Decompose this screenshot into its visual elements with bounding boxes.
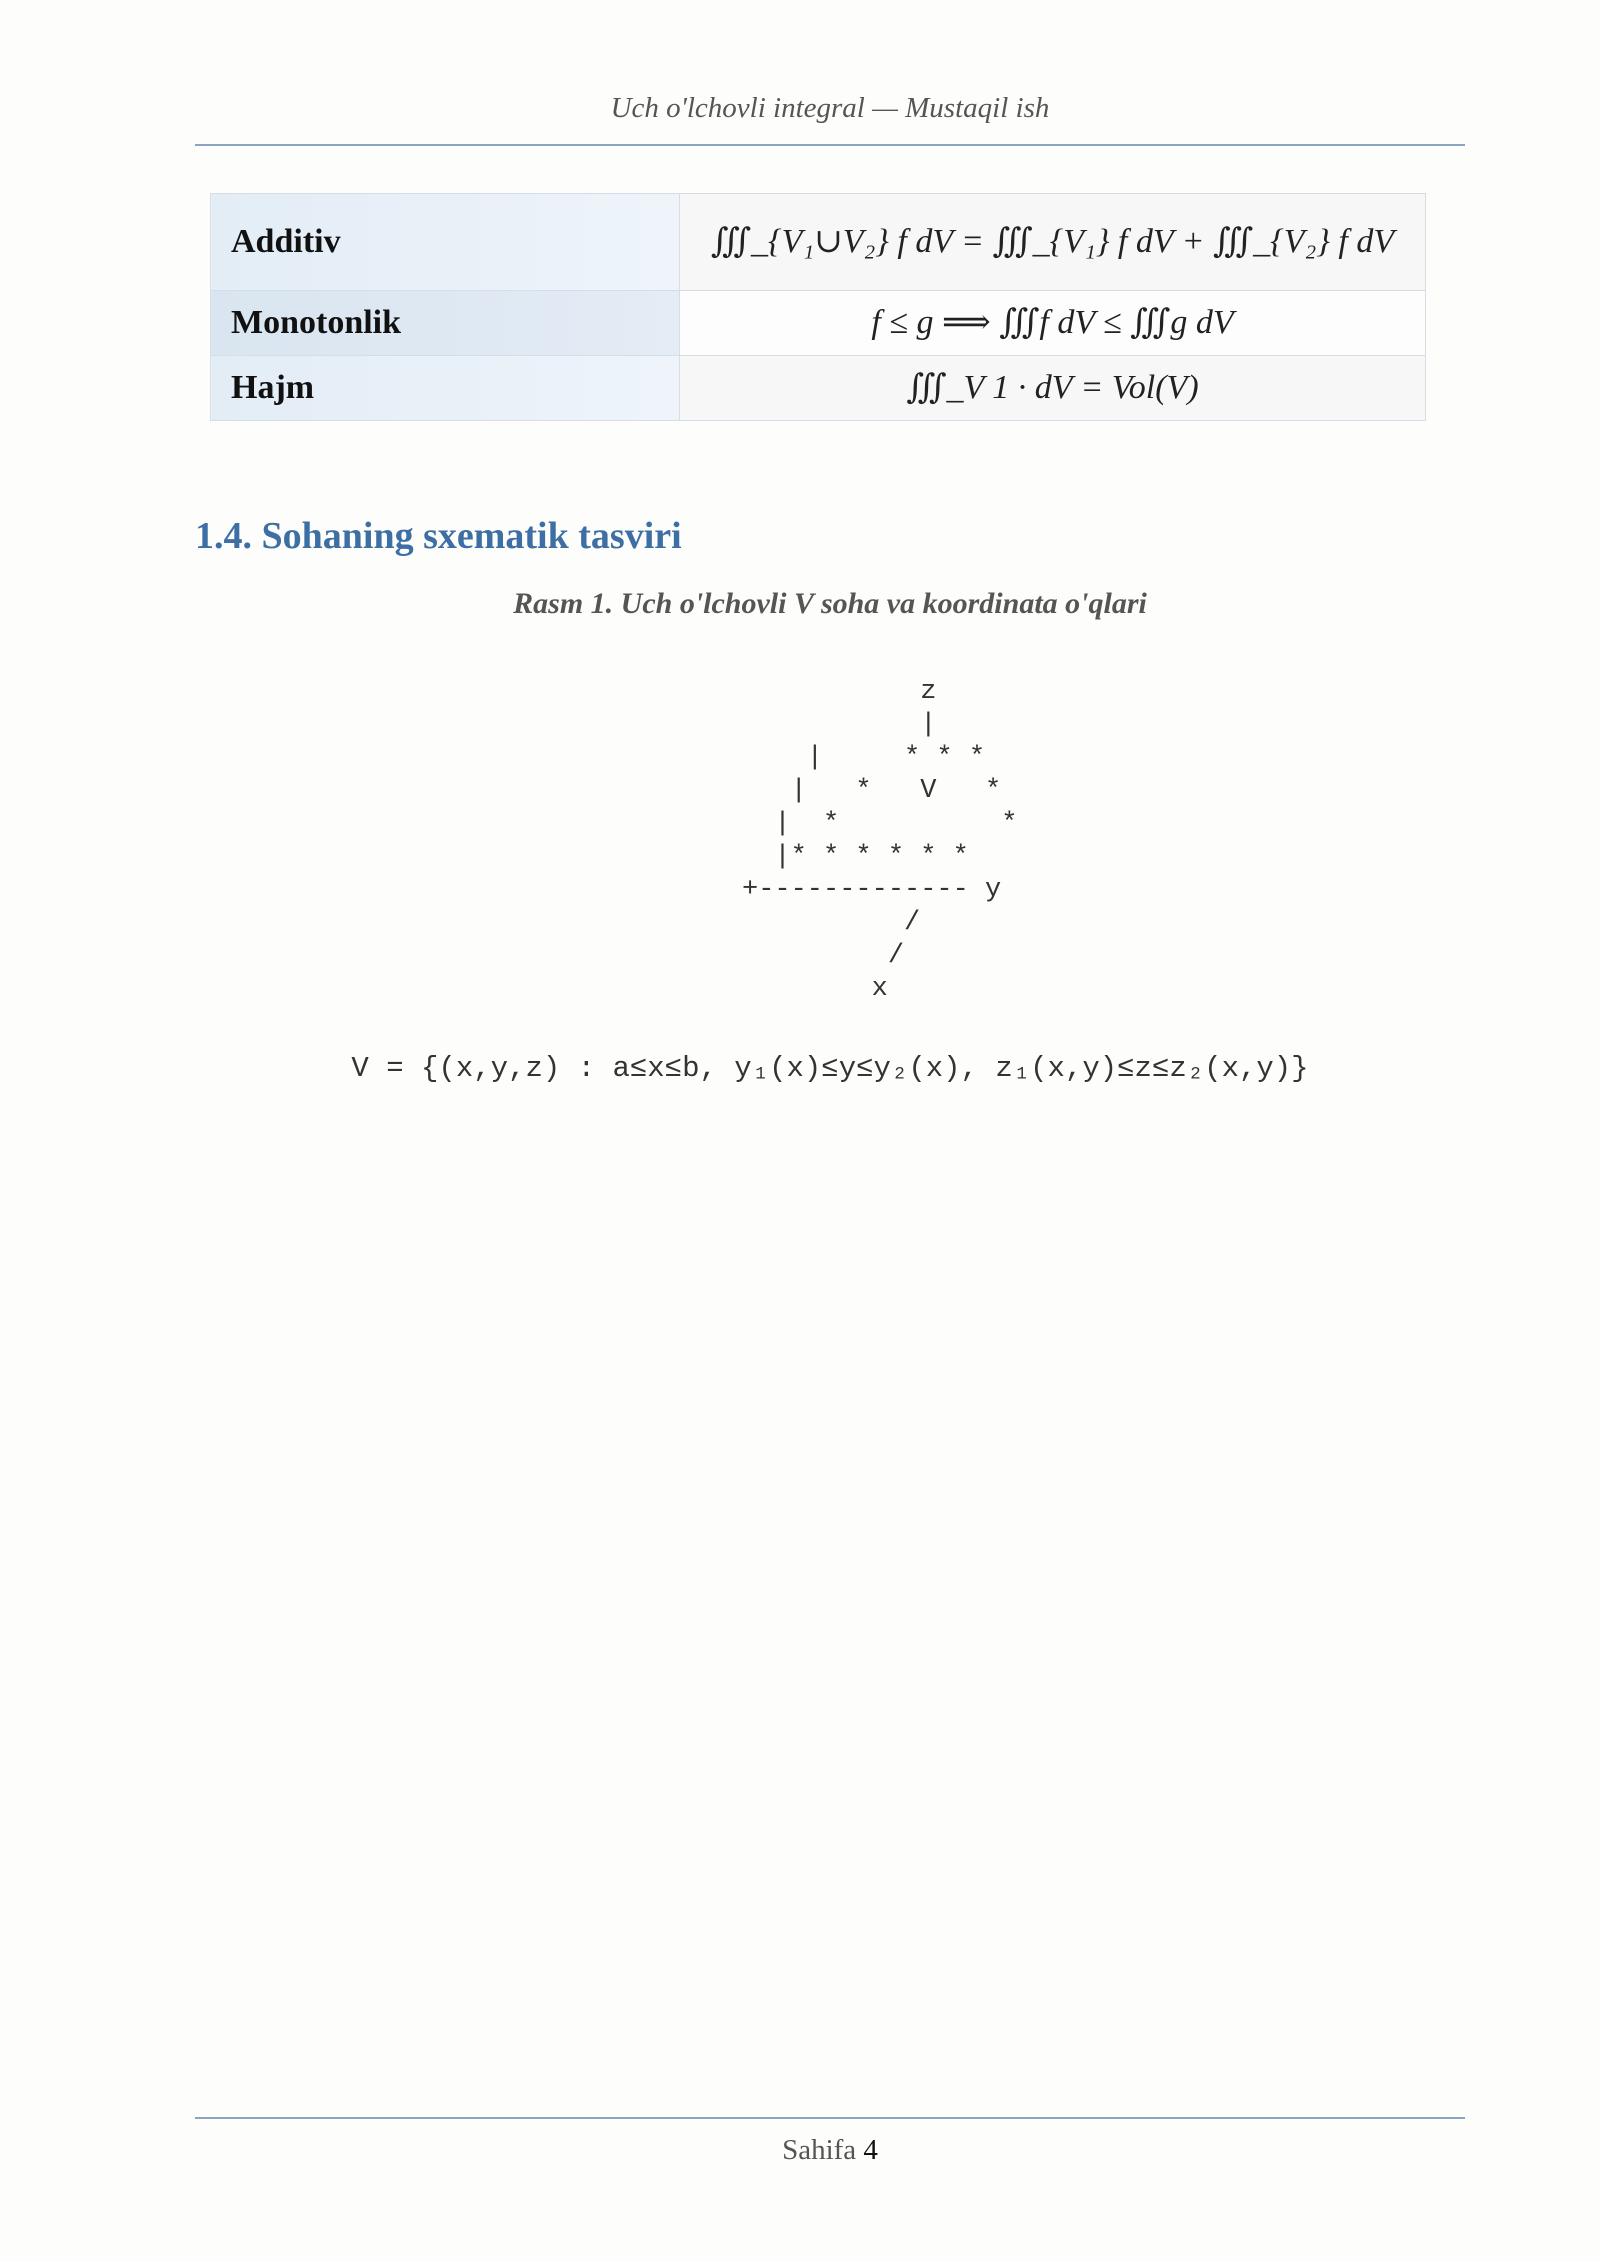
page-footer bbox=[195, 2134, 1465, 2167]
ascii-diagram: z | | * * * | * V * | * * |* * * * * * +------------- y / / x bbox=[742, 677, 1018, 1004]
table-row bbox=[211, 194, 1426, 291]
table-row bbox=[211, 356, 1426, 421]
section-heading: 1.4. Sohaning sxematik tasviri bbox=[195, 515, 682, 557]
property-formula: ∭_{V₁∪V₂} f dV = ∭_{V₁} f dV + ∭_{V₂} f dV bbox=[680, 194, 1426, 291]
property-name: Hajm bbox=[211, 356, 680, 421]
footer-divider bbox=[195, 2117, 1465, 2119]
set-definition: V = {(x,y,z) : a≤x≤b, y₁(x)≤y≤y₂(x), z₁(x,y)≤z≤z₂(x,y)} bbox=[351, 1052, 1309, 1085]
property-name: Additiv bbox=[211, 194, 680, 291]
footer-label: Sahifa bbox=[782, 2134, 857, 2166]
property-formula: f ≤ g ⟹ ∭f dV ≤ ∭g dV bbox=[680, 291, 1426, 356]
page-number: 4 bbox=[863, 2134, 878, 2166]
header-divider bbox=[195, 144, 1465, 146]
page-header: Uch o'lchovli integral — Mustaqil ish bbox=[610, 92, 1050, 124]
figure-caption: Rasm 1. Uch o'lchovli V soha va koordinata o'qlari bbox=[513, 587, 1147, 620]
properties-table bbox=[210, 193, 1426, 421]
table-row bbox=[211, 291, 1426, 356]
property-name: Monotonlik bbox=[211, 291, 680, 356]
property-formula: ∭_V 1 · dV = Vol(V) bbox=[680, 356, 1426, 421]
